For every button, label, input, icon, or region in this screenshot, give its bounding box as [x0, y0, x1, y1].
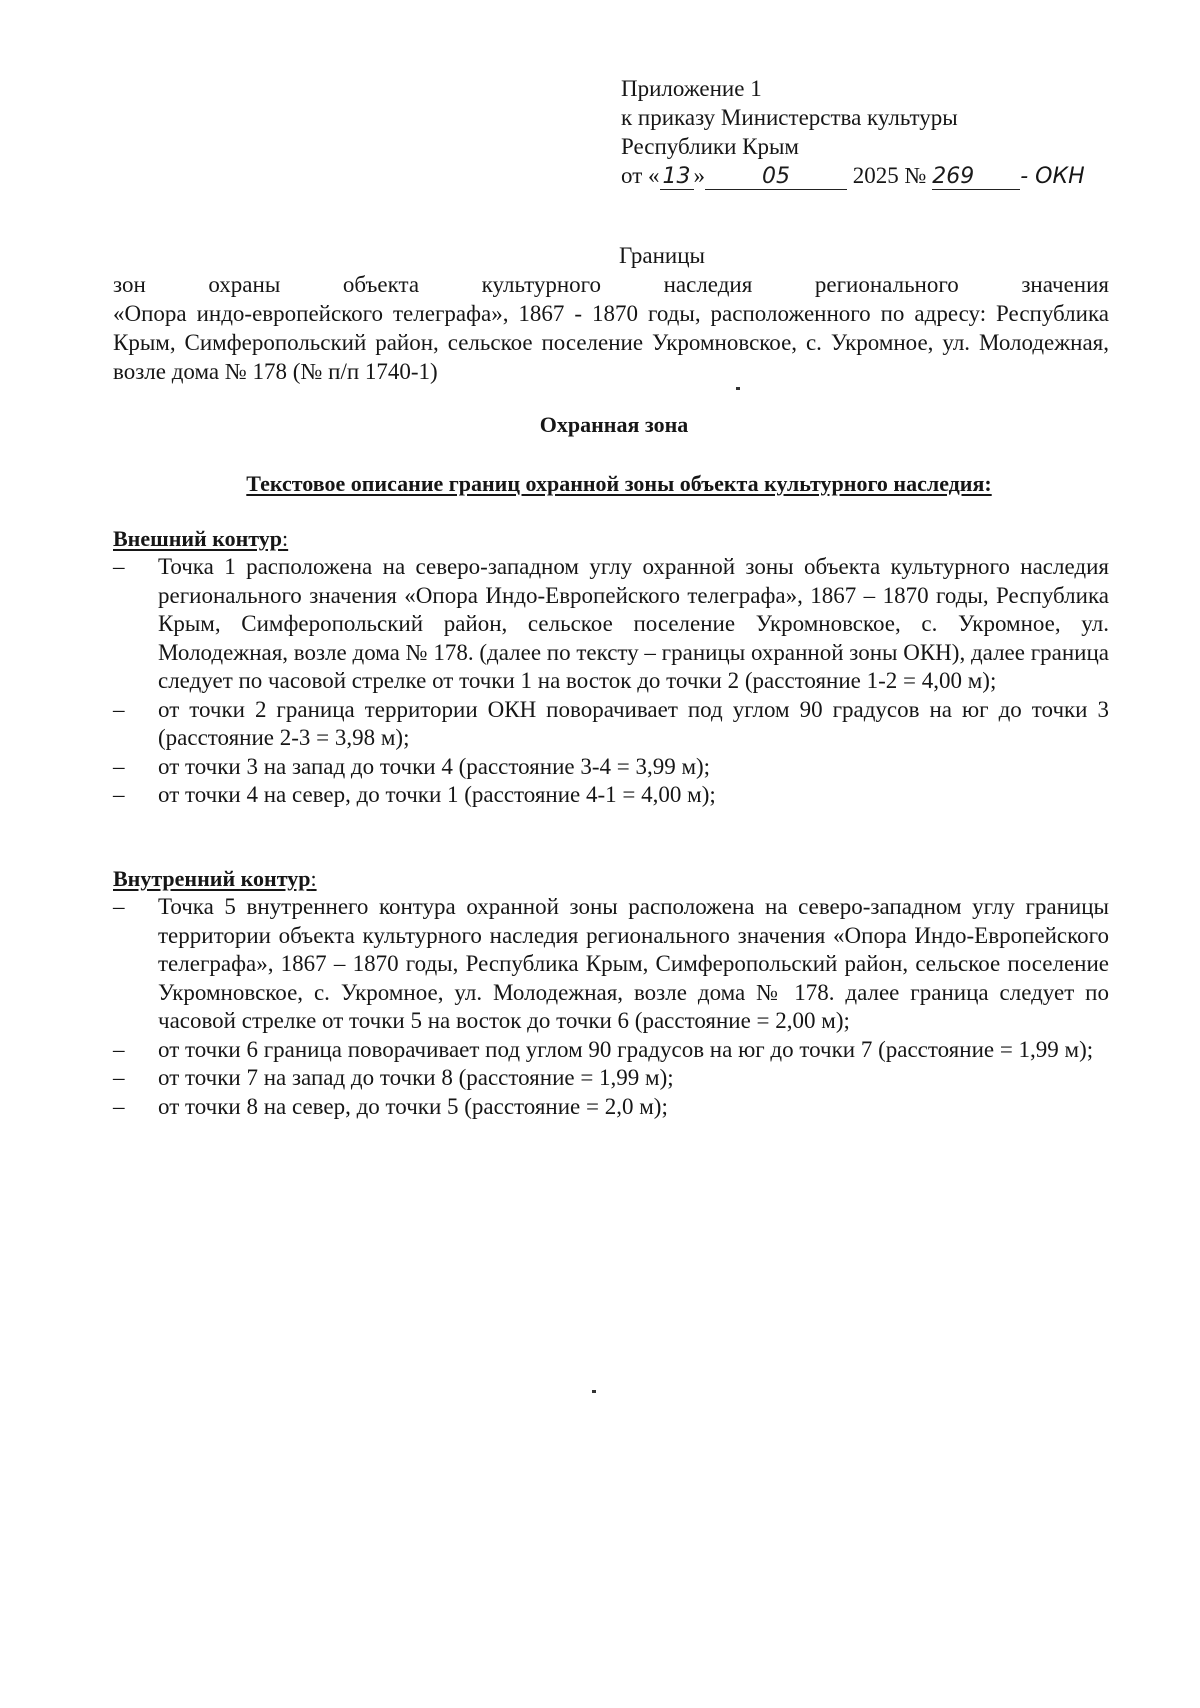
order-reference: к приказу Министерства культуры [621, 105, 958, 130]
list-item [113, 1064, 1109, 1093]
list-item-text: от точки 7 на запад до точки 8 (расстояние = 1,99 м); [158, 1065, 674, 1090]
appendix-label: Приложение 1 [621, 76, 762, 101]
outer-contour-label [113, 525, 1109, 553]
list-item-text: Точка 5 внутреннего контура охранной зоны расположена на северо-западном углу границы территории объекта культурного наследия регионального значения «Опора Индо-Европейского телеграфа», 1867 – 1870 годы, Республика Крым, Симферопольский район, сельское поселение Укромновское, с. Укромное, ул. Молодежная, возле дома № 178. далее граница следует по часовой стрелке от точки 5 на восток до точки 6 (расстояние = 2,00 м); [158, 894, 1109, 1033]
dash-marker: – [113, 782, 125, 807]
list-item [113, 893, 1109, 1036]
inner-contour-colon: : [310, 866, 317, 891]
document-title: Границы [619, 243, 705, 268]
list-item-text: от точки 6 граница поворачивает под углом 90 градусов на юг до точки 7 (расстояние = 1,99 м); [158, 1036, 1094, 1062]
inner-contour-list [113, 893, 1109, 1121]
handwritten-day: 13 [660, 165, 694, 190]
inner-contour-label-text: Внутренний контур [113, 866, 311, 891]
list-item [113, 1036, 1109, 1065]
date-mid: » [693, 163, 705, 188]
dash-marker: – [113, 696, 125, 722]
outer-contour-label-text: Внешний контур [113, 526, 283, 551]
order-date-line [621, 161, 1101, 191]
zone-heading: Охранная зона [539, 412, 689, 437]
list-item [113, 553, 1109, 696]
scan-speck [736, 387, 740, 390]
list-item-text: от точки 4 на север, до точки 1 (расстояние 4-1 = 4,00 м); [158, 782, 716, 807]
list-item [113, 696, 1109, 753]
list-item-text: от точки 8 на север, до точки 5 (расстояние = 2,0 м); [158, 1093, 668, 1119]
dash-marker: – [113, 1093, 125, 1119]
outer-contour-section [113, 525, 1109, 810]
outer-contour-colon: : [282, 526, 289, 551]
handwritten-order-suffix: - ОКН [1020, 164, 1085, 189]
outer-contour-list [113, 553, 1109, 810]
description-heading: Текстовое описание границ охранной зоны объекта культурного наследия: [246, 471, 992, 496]
list-item-text: от точки 2 граница территории ОКН поворачивает под углом 90 градусов на юг до точки 3 (расстояние 2-3 = 3,98 м); [158, 696, 1109, 750]
ministry-region: Республики Крым [621, 134, 799, 159]
dash-marker: – [113, 753, 125, 779]
list-item [113, 1093, 1109, 1122]
handwritten-order-number: 269 [932, 165, 1020, 190]
title-block [113, 242, 1109, 386]
subtitle-first-line: зон охраны объекта культурного наследия регионального значения [113, 272, 1109, 297]
dash-marker: – [113, 554, 125, 579]
dash-marker: – [113, 894, 125, 919]
list-item [113, 753, 1109, 782]
list-item-text: Точка 1 расположена на северо-западном углу охранной зоны объекта культурного наследия регионального значения «Опора Индо-Европейского телеграфа», 1867 – 1870 годы, Республика Крым, Симферопольский район, сельское поселение Укромновское, с. Укромное, ул. Молодежная, возле дома № 178. (далее по тексту – границы охранной зоны ОКН), далее граница следует по часовой стрелке от точки 1 на восток до точки 2 (расстояние 1-2 = 4,00 м); [158, 554, 1109, 693]
year-number-label: 2025 № [852, 163, 927, 188]
list-item-text: от точки 3 на запад до точки 4 (расстояние 3-4 = 3,99 м); [158, 753, 711, 779]
approval-block [621, 74, 1101, 191]
handwritten-month: 05 [705, 165, 847, 190]
subtitle-rest: «Опора индо-европейского телеграфа», 1867 - 1870 годы, расположенного по адресу: Республика Крым, Симферопольский район, сельское поселение Укромновское, с. Укромное, ул. Молодежная, возле дома № 178 (№ п/п 1740-1) [113, 301, 1109, 384]
document-subtitle [113, 270, 1109, 386]
scan-speck [592, 1390, 596, 1393]
inner-contour-section [113, 865, 1109, 1121]
dash-marker: – [113, 1065, 125, 1090]
date-prefix: от « [621, 163, 660, 188]
list-item [113, 781, 1109, 810]
dash-marker: – [113, 1036, 125, 1062]
inner-contour-label [113, 865, 1109, 893]
